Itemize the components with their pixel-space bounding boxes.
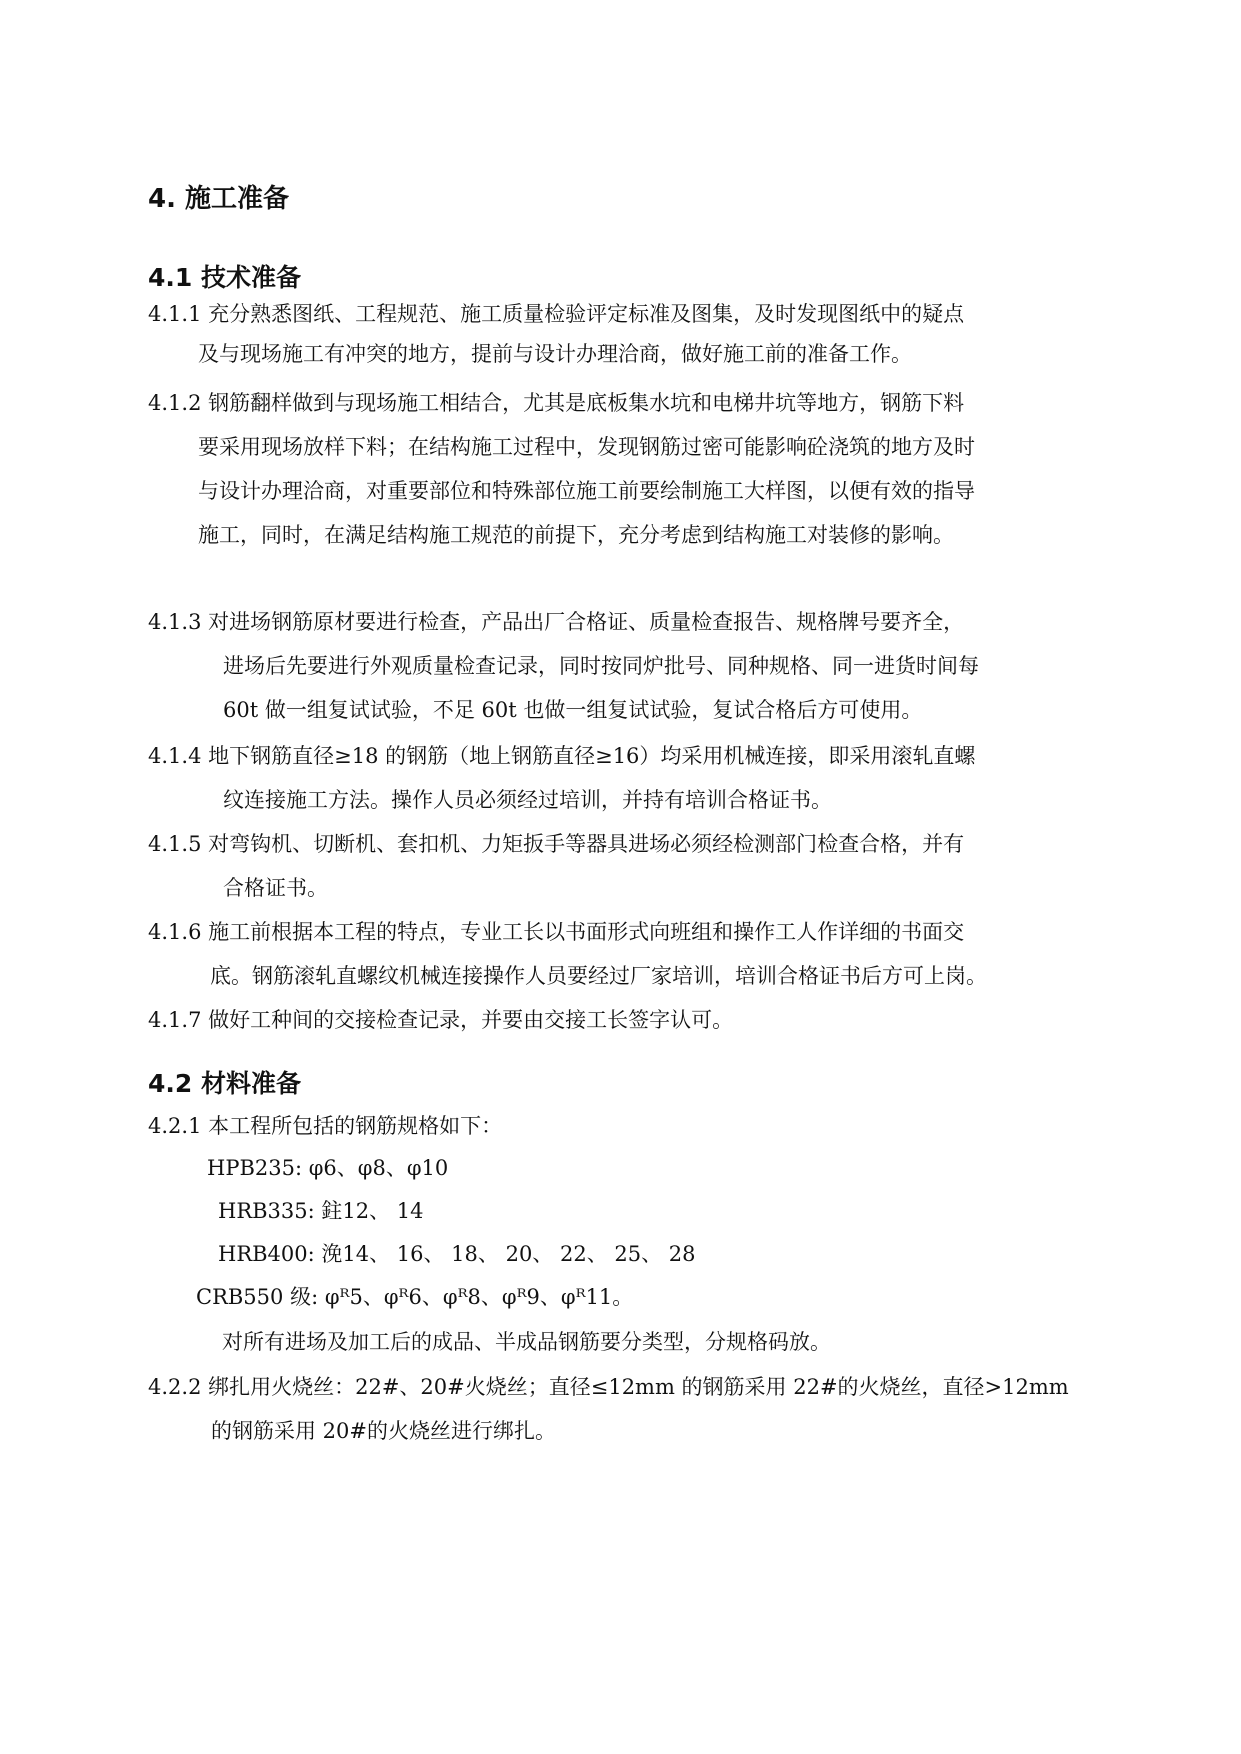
- paragraph-4-1-1: [148, 294, 1118, 374]
- paragraph-line: 4.2.1 本工程所包括的钢筋规格如下：: [148, 1114, 503, 1138]
- paragraph-line: 4.1.7 做好工种间的交接检查记录，并要由交接工长签字认可。: [148, 1008, 734, 1032]
- paragraph-line: 合格证书。: [223, 876, 328, 900]
- paragraph-4-1-2: [148, 381, 1118, 557]
- storage-note: 对所有进场及加工后的成品、半成品钢筋要分类型，分规格码放。: [222, 1330, 831, 1354]
- spec-hrb335: HRB335: 鉒12、 14: [218, 1199, 424, 1223]
- paragraph-4-1-4: [148, 734, 1118, 822]
- paragraph-line: 纹连接施工方法。操作人员必须经过培训，并持有培训合格证书。: [223, 788, 832, 812]
- paragraph-line: 进场后先要进行外观质量检查记录，同时按同炉批号、同种规格、同一进货时间每: [223, 654, 979, 678]
- heading-4-1-technical-prep: 4.1 技术准备: [148, 263, 301, 292]
- paragraph-line: 4.1.2 钢筋翻样做到与现场施工相结合，尤其是底板集水坑和电梯井坑等地方，钢筋下料: [148, 391, 965, 415]
- paragraph-line: 4.1.6 施工前根据本工程的特点，专业工长以书面形式向班组和操作工人作详细的书面交: [148, 920, 965, 944]
- paragraph-4-1-5: [148, 822, 1118, 910]
- paragraph-line: 及与现场施工有冲突的地方，提前与设计办理洽商，做好施工前的准备工作。: [198, 342, 912, 366]
- paragraph-line: 与设计办理洽商，对重要部位和特殊部位施工前要绘制施工大样图，以便有效的指导: [198, 479, 975, 503]
- paragraph-line: 4.1.5 对弯钩机、切断机、套扣机、力矩扳手等器具进场必须经检测部门检查合格，并有: [148, 832, 965, 856]
- paragraph-4-1-6: [148, 910, 1118, 998]
- paragraph-4-2-2: [148, 1365, 1118, 1453]
- spec-crb550: CRB550 级: φᴿ5、φᴿ6、φᴿ8、φᴿ9、φᴿ11。: [196, 1285, 634, 1309]
- paragraph-line: 4.2.2 绑扎用火烧丝：22#、20#火烧丝；直径≤12mm 的钢筋采用 22#的火烧丝，直径>12mm: [148, 1375, 1069, 1399]
- paragraph-line: 施工，同时，在满足结构施工规范的前提下，充分考虑到结构施工对装修的影响。: [198, 523, 954, 547]
- paragraph-line: 60t 做一组复试试验，不足 60t 也做一组复试试验，复试合格后方可使用。: [223, 698, 923, 722]
- spec-hrb400: HRB400: 浼14、 16、 18、 20、 22、 25、 28: [218, 1242, 696, 1266]
- paragraph-4-1-3: [148, 600, 1118, 732]
- heading-4-construction-prep: 4. 施工准备: [148, 184, 290, 214]
- paragraph-line: 要采用现场放样下料；在结构施工过程中，发现钢筋过密可能影响砼浇筑的地方及时: [198, 435, 975, 459]
- paragraph-line: 4.1.4 地下钢筋直径≥18 的钢筋（地上钢筋直径≥16）均采用机械连接，即采用滚轧直螺: [148, 744, 976, 768]
- paragraph-4-1-7: [148, 998, 1118, 1042]
- paragraph-line: 底。钢筋滚轧直螺纹机械连接操作人员要经过厂家培训，培训合格证书后方可上岗。: [210, 964, 987, 988]
- paragraph-line: 4.1.3 对进场钢筋原材要进行检查，产品出厂合格证、质量检查报告、规格牌号要齐全，: [148, 610, 965, 634]
- paragraph-4-2-1: [148, 1104, 1118, 1148]
- paragraph-line: 的钢筋采用 20#的火烧丝进行绑扎。: [211, 1419, 556, 1443]
- paragraph-line: 4.1.1 充分熟悉图纸、工程规范、施工质量检验评定标准及图集，及时发现图纸中的疑点: [148, 302, 965, 326]
- heading-4-2-material-prep: 4.2 材料准备: [148, 1069, 301, 1098]
- spec-hpb235: HPB235: φ6、φ8、φ10: [207, 1156, 449, 1180]
